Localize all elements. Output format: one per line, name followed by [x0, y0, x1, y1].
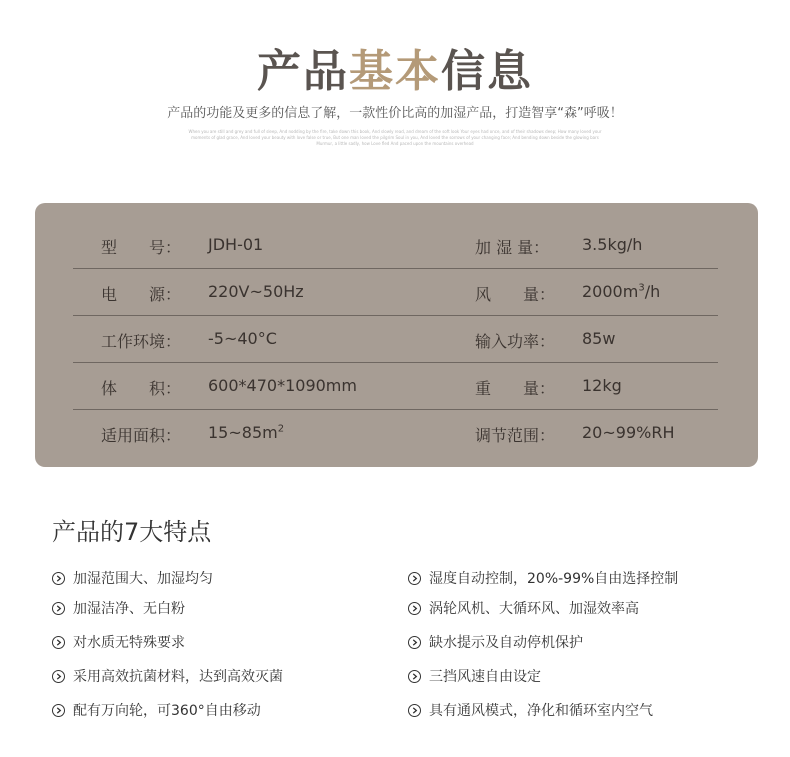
feature-text: 缺水提示及自动停机保护: [429, 635, 583, 651]
fine-print: When you are still and grey and full of sleep, And nodding by the fire, take down this book, And slowly read, and dream of the soft look Your eyes had once, and of their shadows deep; How many loved your moments of glad grace, And loved your beauty with love false or true, But one man loved the pilgrim Soul in you, And loved the sorrows of your changing face; And bending down beside the glowing bars Murmur, a little sadly, how Love fled And paced upon the mountains overhead: [188, 129, 602, 146]
spec-label: 输入功率：: [475, 332, 556, 351]
feature-text: 配有万向轮，可360°自由移动: [73, 703, 261, 719]
circle-chevron-right-icon: [408, 670, 421, 683]
spec-label: 型 号：: [101, 238, 182, 257]
feature-text: 三挡风速自由设定: [429, 669, 541, 685]
feature-text: 湿度自动控制，20%-99%自由选择控制: [429, 571, 679, 587]
header: [0, 44, 790, 147]
circle-chevron-right-icon: [408, 636, 421, 649]
features-title: 产品的7大特点: [52, 518, 212, 546]
feature-text: 加湿范围大、加湿均匀: [73, 571, 213, 587]
spec-row: [73, 410, 718, 456]
title-part-2: 基本: [349, 46, 441, 97]
title-part-1: 产品: [257, 46, 349, 97]
feature-item: [408, 632, 583, 652]
spec-row: [73, 363, 718, 410]
circle-chevron-right-icon: [408, 602, 421, 615]
feature-text: 加湿洁净、无白粉: [73, 601, 185, 617]
spec-label: 电 源：: [101, 285, 182, 304]
spec-value: 85w: [582, 329, 616, 348]
feature-text: 具有通风模式，净化和循环室内空气: [429, 703, 653, 719]
circle-chevron-right-icon: [52, 572, 65, 585]
spec-row: [73, 222, 718, 269]
feature-item: [408, 666, 541, 686]
feature-item: [52, 700, 261, 720]
spec-value: JDH-01: [208, 235, 264, 254]
spec-value: $15\sim 85m^2$: [208, 423, 285, 442]
spec-row: [73, 316, 718, 363]
spec-value: 12kg: [582, 376, 622, 395]
feature-text: 对水质无特殊要求: [73, 635, 185, 651]
spec-value: $2000m^3/h$: [582, 282, 661, 301]
feature-item: [52, 568, 213, 588]
feature-item: [408, 700, 653, 720]
spec-value: 600*470*1090mm: [208, 376, 357, 395]
spec-label: 工作环境：: [101, 332, 182, 351]
spec-label: 重 量：: [475, 379, 556, 398]
circle-chevron-right-icon: [52, 636, 65, 649]
circle-chevron-right-icon: [52, 602, 65, 615]
spec-label: 加 湿 量：: [475, 238, 550, 257]
feature-text: 采用高效抗菌材料，达到高效灭菌: [73, 669, 283, 685]
feature-item: [52, 632, 185, 652]
spec-label: 风 量：: [475, 285, 556, 304]
spec-label: 调节范围：: [475, 426, 556, 445]
feature-item: [408, 568, 678, 588]
circle-chevron-right-icon: [408, 572, 421, 585]
spec-value: 220V~50Hz: [208, 282, 304, 301]
circle-chevron-right-icon: [52, 704, 65, 717]
spec-value: 20~99%RH: [582, 423, 675, 442]
spec-value: -5~40°C: [208, 329, 277, 348]
page-title: [0, 44, 790, 100]
circle-chevron-right-icon: [52, 670, 65, 683]
feature-item: [52, 666, 283, 686]
feature-item: [52, 598, 185, 618]
spec-label: 适用面积：: [101, 426, 182, 445]
subtitle: 产品的功能及更多的信息了解，一款性价比高的加湿产品，打造智享“森”呼吸！: [167, 106, 623, 121]
spec-row: [73, 269, 718, 316]
circle-chevron-right-icon: [408, 704, 421, 717]
feature-item: [408, 598, 639, 618]
title-part-3: 信息: [441, 46, 533, 97]
spec-table: [35, 203, 758, 467]
feature-text: 涡轮风机、大循环风、加湿效率高: [429, 601, 639, 617]
spec-value: 3.5kg/h: [582, 235, 643, 254]
spec-label: 体 积：: [101, 379, 182, 398]
